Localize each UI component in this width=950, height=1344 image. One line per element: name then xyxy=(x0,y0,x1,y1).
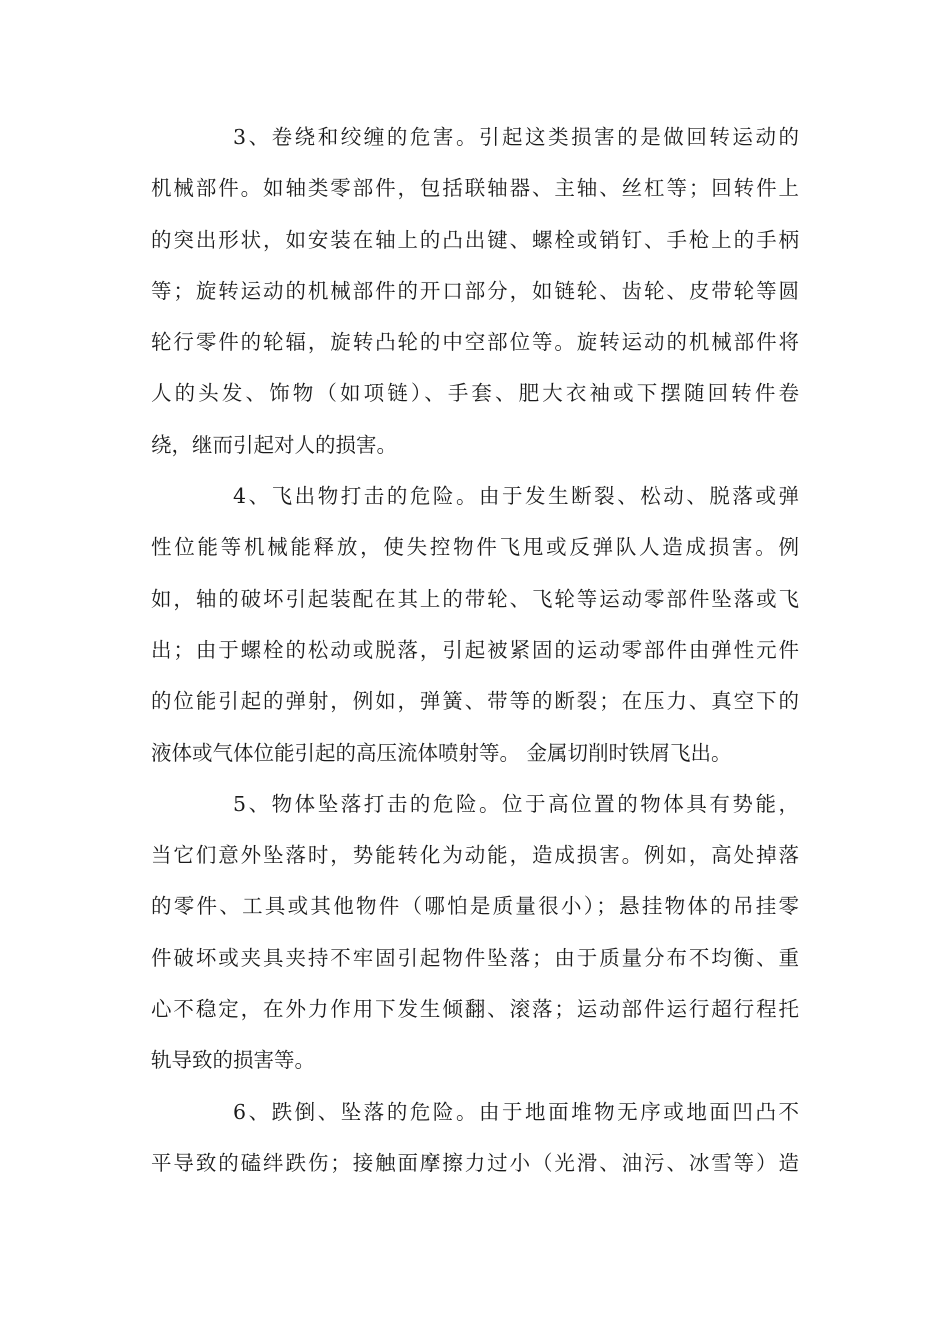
text-line: 3、卷绕和绞缠的危害。引起这类损害的是做回转运动的 xyxy=(233,125,799,149)
text-line: 液体或气体位能引起的高压流体喷射等。 金属切削时铁屑飞出。 xyxy=(151,740,732,765)
text-line: 等；旋转运动的机械部件的开口部分，如链轮、齿轮、皮带轮等圆 xyxy=(151,278,799,303)
paragraph-4-flying-objects-hazard xyxy=(151,471,799,779)
document-body xyxy=(151,112,799,1189)
text-line: 如，轴的破坏引起装配在其上的带轮、飞轮等运动零部件坠落或飞 xyxy=(151,586,799,611)
text-line: 6、跌倒、坠落的危险。由于地面堆物无序或地面凹凸不 xyxy=(233,1099,799,1124)
text-line: 性位能等机械能释放，使失控物件飞甩或反弹队人造成损害。例 xyxy=(151,535,799,560)
text-line: 轮行零件的轮辐，旋转凸轮的中空部位等。旋转运动的机械部件将 xyxy=(151,330,799,355)
text-line: 的位能引起的弹射，例如，弹簧、带等的断裂；在压力、真空下的 xyxy=(151,689,799,714)
paragraph-6-tripping-falling-hazard xyxy=(151,1087,799,1190)
text-line: 绕，继而引起对人的损害。 xyxy=(151,432,397,457)
text-line: 机械部件。如轴类零部件，包括联轴器、主轴、丝杠等；回转件上 xyxy=(151,176,799,201)
text-line: 件破坏或夹具夹持不牢固引起物件坠落；由于质量分布不均衡、重 xyxy=(151,945,799,970)
text-line: 平导致的磕绊跌伤；接触面摩擦力过小（光滑、油污、冰雪等）造 xyxy=(151,1150,799,1175)
text-line: 的零件、工具或其他物件（哪怕是质量很小）；悬挂物体的吊挂零 xyxy=(151,894,799,919)
paragraph-3-winding-hazard xyxy=(151,112,799,471)
text-line: 当它们意外坠落时，势能转化为动能，造成损害。例如，高处掉落 xyxy=(151,843,799,868)
paragraph-5-falling-objects-hazard xyxy=(151,779,799,1087)
text-line: 4、飞出物打击的危险。由于发生断裂、松动、脱落或弹 xyxy=(233,484,799,509)
text-line: 的突出形状，如安装在轴上的凸出键、螺栓或销钉、手枪上的手柄 xyxy=(151,227,799,252)
text-line: 5、物体坠落打击的危险。位于高位置的物体具有势能， xyxy=(233,791,799,816)
text-line: 轨导致的损害等。 xyxy=(151,1048,315,1073)
text-line: 人的头发、饰物（如项链）、手套、肥大衣袖或下摆随回转件卷 xyxy=(151,381,799,406)
text-line: 心不稳定，在外力作用下发生倾翻、滚落；运动部件运行超行程托 xyxy=(151,997,799,1022)
text-line: 出；由于螺栓的松动或脱落，引起被紧固的运动零部件由弹性元件 xyxy=(151,637,799,662)
